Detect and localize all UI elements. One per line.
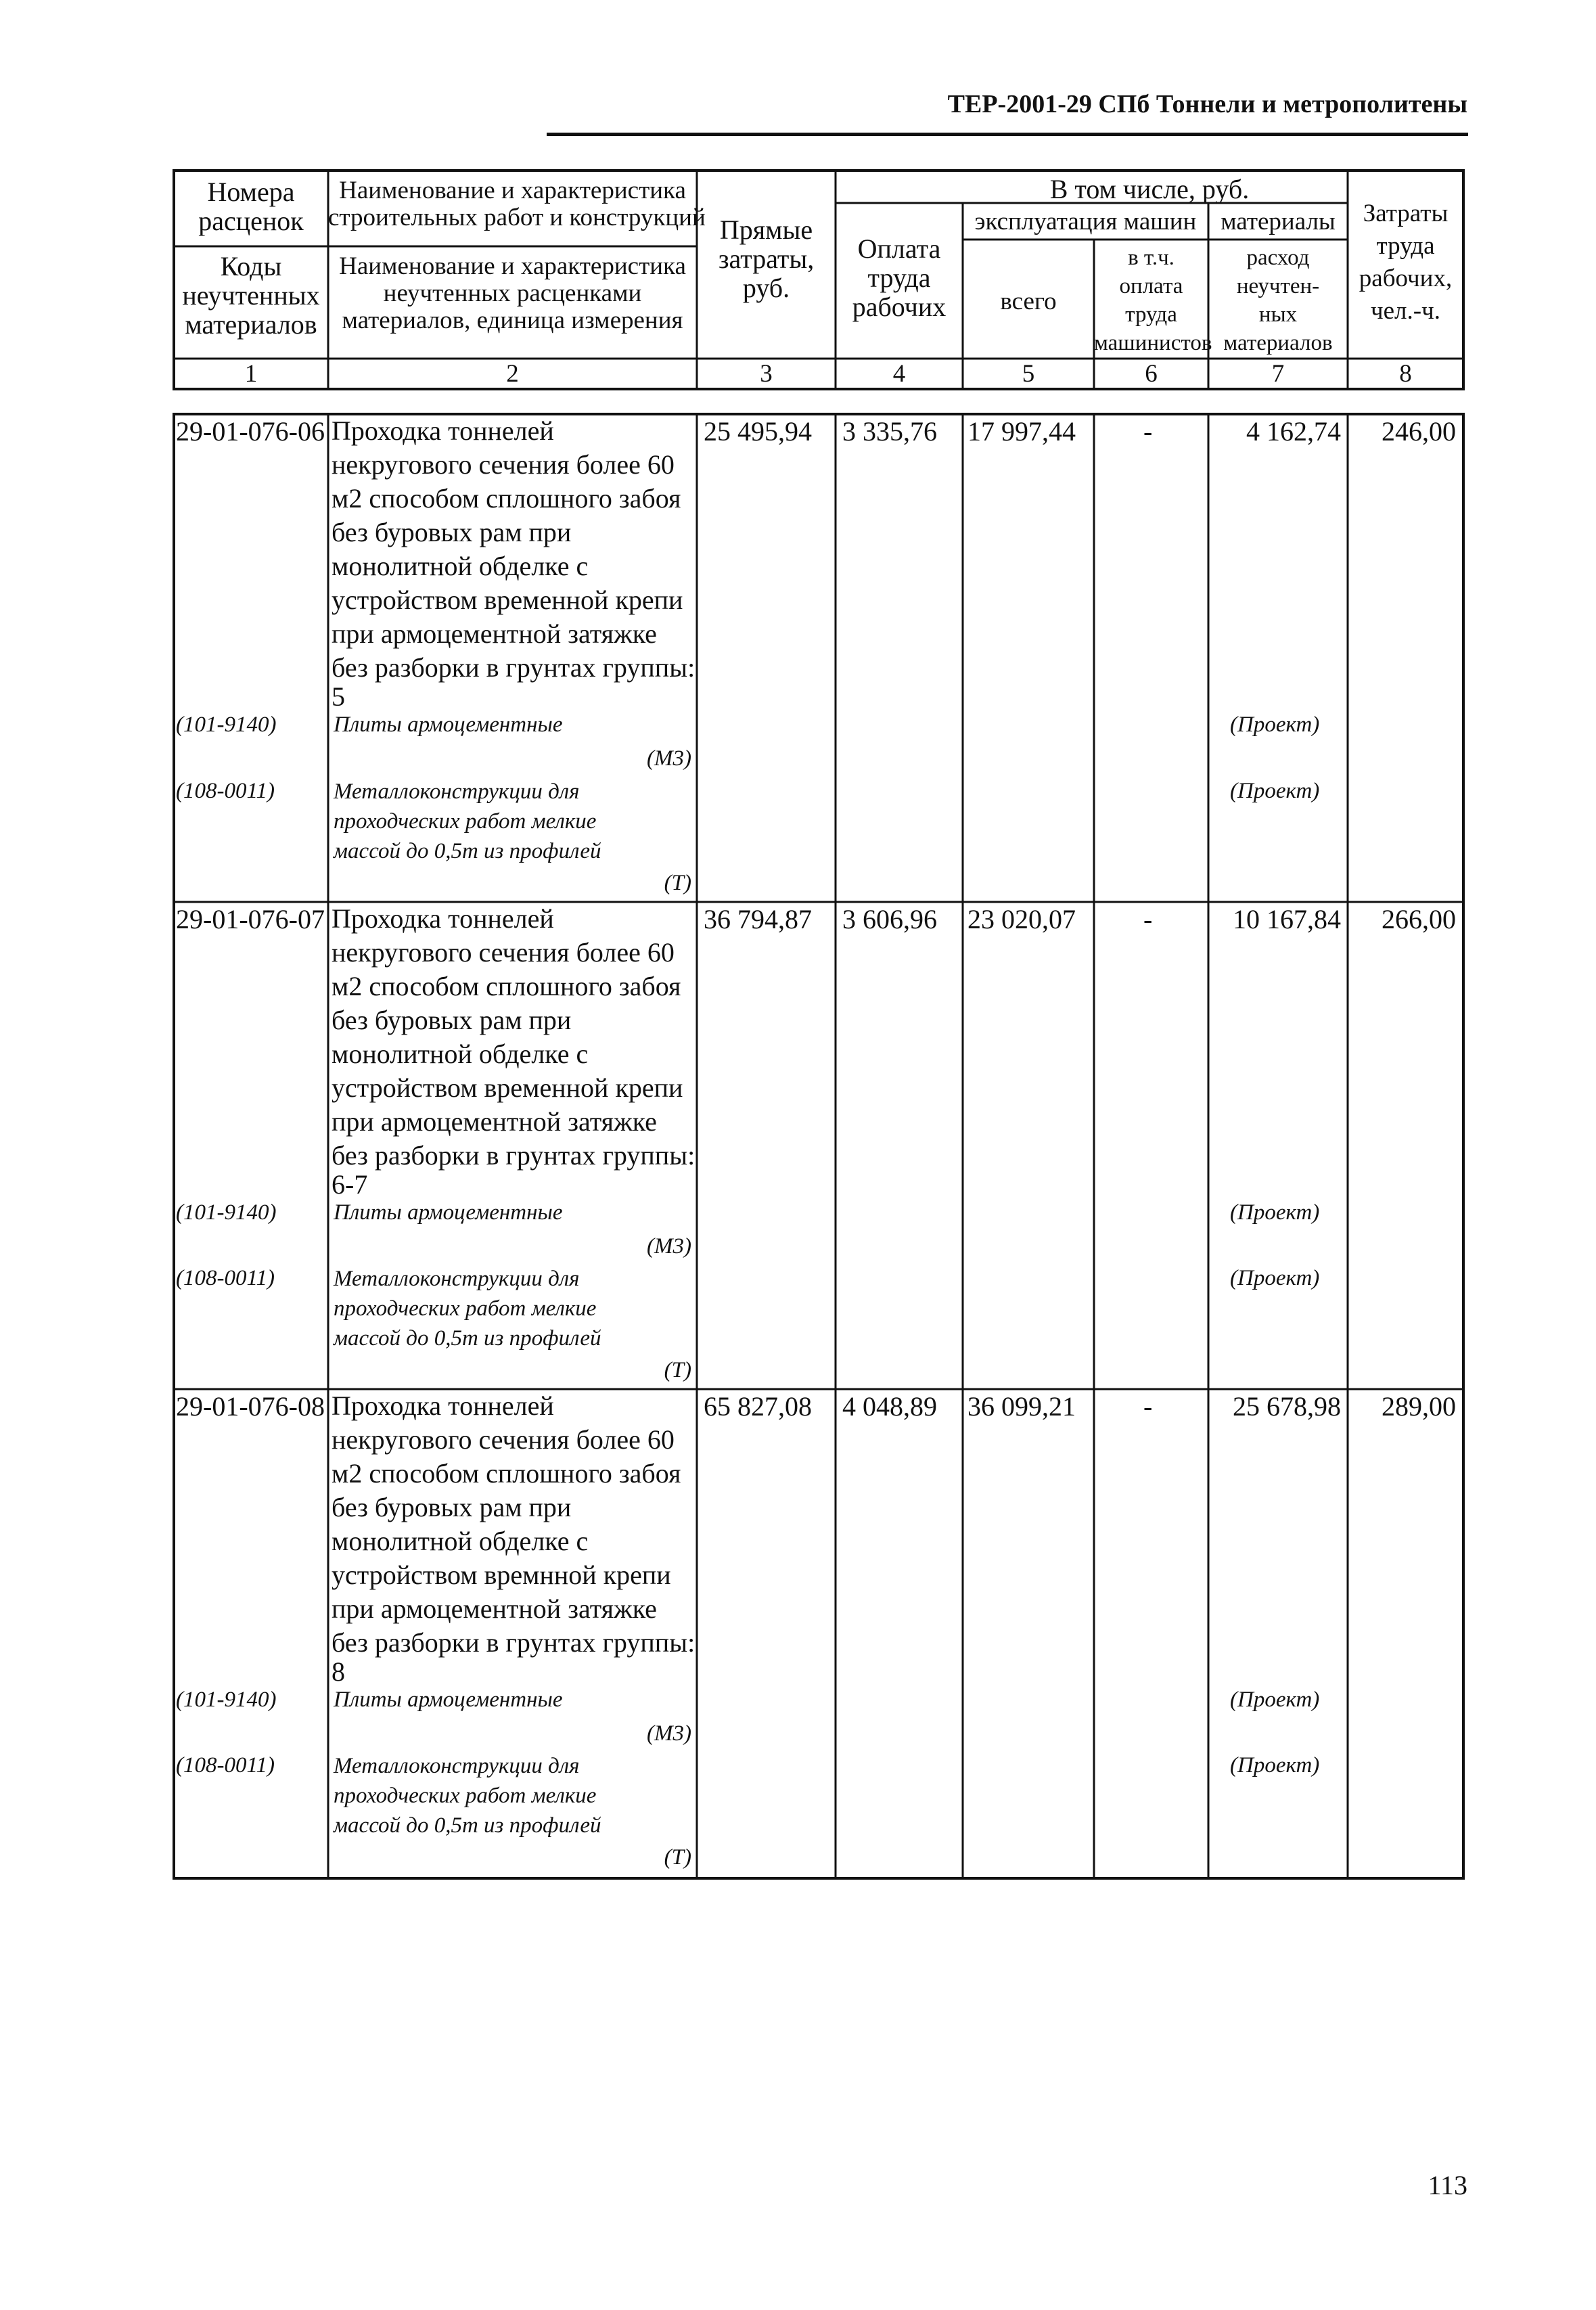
work-description: Проходка тоннелей некругового сечения более 60 м2 способом сплошного забоя без буровых рам при монолитной обделке с устройством временной крепи при армоцементной затяжке без разборки в грунтах группы: 5 [332,415,696,712]
labor-hours: 289,00 [1382,1391,1456,1422]
labor-hours: 266,00 [1382,904,1456,934]
col3-header: Прямые затраты, руб. [718,214,815,304]
page-number: 113 [1428,2170,1467,2200]
labor-pay: 4 048,89 [842,1391,937,1422]
machines-header: эксплуатация машин [974,208,1197,235]
machinist-pay: - [1143,416,1153,447]
material-unit: (Т) [664,1358,691,1382]
col-number-4: 4 [892,360,906,388]
col-number-7: 7 [1271,360,1285,388]
material-consumption: (Проект) [1230,712,1320,737]
material-name: Металлоконструкции для проходческих работ мелкие массой до 0,5т из профилей [334,779,601,863]
machines-total: 23 020,07 [967,904,1076,934]
machines-total: 17 997,44 [967,416,1076,447]
machinist-pay: - [1143,1391,1153,1422]
work-description: Проходка тоннелей некругового сечения более 60 м2 способом сплошного забоя без буровых рам при монолитной обделке с устройством временной крепи при армоцементной затяжке без разборки в грунтах группы: 6-7 [332,903,696,1200]
direct-costs: 36 794,87 [704,904,812,934]
material-name: Плиты армоцементные [334,1200,563,1225]
direct-costs: 65 827,08 [704,1391,812,1422]
col6-header: в т.ч. оплата труда машинистов [1094,246,1212,355]
col-number-5: 5 [1022,360,1035,388]
material-code: (101-9140) [176,1200,277,1225]
direct-costs: 25 495,94 [704,416,812,447]
col8-header: Затраты труда рабочих, чел.-ч. [1359,200,1453,325]
material-unit: (М3) [647,1234,691,1259]
col-number-8: 8 [1399,360,1412,388]
col1-bottom-header: Коды неучтенных материалов [182,251,320,340]
material-unit: (М3) [647,1721,691,1746]
col1-top-header: Номера расценок [198,177,304,237]
labor-pay: 3 606,96 [842,904,937,934]
col-number-6: 6 [1145,360,1158,388]
rate-code: 29-01-076-08 [176,1391,325,1422]
col-number-2: 2 [506,360,519,388]
material-code: (108-0011) [176,779,275,803]
labor-pay: 3 335,76 [842,416,937,447]
rate-code: 29-01-076-06 [176,416,325,447]
materials-cost: 10 167,84 [1233,904,1341,934]
col-number-3: 3 [760,360,773,388]
page-header: ТЕР-2001-29 СПб Тоннели и метрополитены [947,90,1467,118]
material-consumption: (Проект) [1230,1200,1320,1225]
group-header: В том числе, руб. [1049,174,1250,204]
materials-cost: 4 162,74 [1246,416,1341,447]
material-consumption: (Проект) [1230,779,1320,803]
labor-hours: 246,00 [1382,416,1456,447]
material-name: Металлоконструкции для проходческих работ мелкие массой до 0,5т из профилей [334,1267,601,1351]
work-description: Проходка тоннелей некругового сечения более 60 м2 способом сплошного забоя без буровых рам при монолитной обделке с устройством времнной крепи при армоцементной затяжке без разборки в грунтах группы: 8 [332,1390,696,1687]
material-code: (101-9140) [176,1688,277,1712]
materials-cost: 25 678,98 [1233,1391,1341,1422]
material-name: Плиты армоцементные [334,712,563,737]
machinist-pay: - [1143,904,1153,934]
col5-header: всего [1000,288,1057,315]
material-consumption: (Проект) [1230,1266,1320,1290]
material-unit: (М3) [647,746,691,771]
col-number-1: 1 [244,360,258,388]
material-code: (101-9140) [176,712,277,737]
material-unit: (Т) [664,871,691,895]
material-name: Металлоконструкции для проходческих работ мелкие массой до 0,5т из профилей [334,1754,601,1838]
material-code: (108-0011) [176,1753,275,1777]
col2-bottom-header: Наименование и характеристика неучтенных расценками материалов, единица измерения [339,252,686,334]
col2-top-header: Наименование и характеристика строительных работ и конструкций [328,177,706,231]
rate-code: 29-01-076-07 [176,904,325,934]
material-code: (108-0011) [176,1266,275,1290]
material-name: Плиты армоцементные [334,1688,563,1712]
material-consumption: (Проект) [1230,1688,1320,1712]
material-unit: (Т) [664,1845,691,1870]
materials-header: материалы [1221,208,1336,235]
col4-header: Оплата труда рабочих [852,233,947,323]
machines-total: 36 099,21 [967,1391,1076,1422]
col7-header: расход неучтен- ных материалов [1223,246,1333,355]
material-consumption: (Проект) [1230,1753,1320,1777]
